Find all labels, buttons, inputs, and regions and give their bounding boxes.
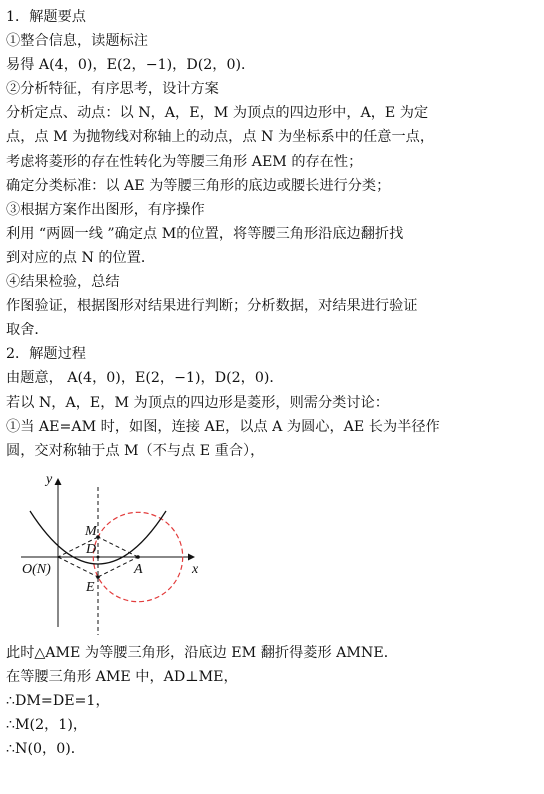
section2-line-3: ①当 AE=AM 时，如图，连接 AE，以点 A 为圆心，AE 长为半径作	[6, 418, 440, 435]
section2-heading: 2．解题过程	[6, 346, 86, 363]
step4-line-1: 作图验证，根据图形对结果进行判断；分析数据，对结果进行验证	[6, 298, 418, 315]
step3-line-1: 利用 “两圆一线 ”确定点 M的位置，将等腰三角形沿底边翻折找	[6, 225, 404, 242]
step3-title: ③根据方案作出图形，有序操作	[6, 201, 205, 218]
conclusion-line-5: ∴N(0，0)．	[6, 741, 85, 758]
section2-line-4: 圆，交对称轴于点 M（不与点 E 重合），	[6, 442, 265, 459]
conclusion-line-4: ∴M(2，1)，	[6, 717, 88, 734]
section1-heading: 1．解题要点	[6, 9, 86, 25]
segment-am	[98, 537, 138, 557]
section2-line-2: 若以 N，A，E，M 为顶点的四边形是菱形，则需分类讨论：	[6, 394, 389, 411]
step4-line-2: 取舍．	[6, 322, 49, 339]
step2-title: ②分析特征，有序思考，设计方案	[6, 81, 219, 98]
label-e: E	[86, 579, 95, 595]
step3-line-2: 到对应的点 N 的位置．	[6, 249, 156, 266]
step1-line: 易得 A(4，0)，E(2，−1)，D(2，0)．	[6, 57, 256, 74]
geometry-figure	[6, 467, 540, 637]
section2-line-1: 由题意， A(4，0)，E(2，−1)，D(2，0)．	[6, 370, 284, 387]
conclusion-line-1: 此时△AME 为等腰三角形，沿底边 EM 翻折得菱形 AMNE．	[6, 644, 398, 661]
point-a	[136, 555, 140, 559]
conclusion-line-3: ∴DM=DE=1，	[6, 692, 110, 709]
label-m: M	[85, 523, 97, 539]
step2-line-4: 确定分类标准：以 AE 为等腰三角形的底边或腰长进行分类；	[6, 177, 391, 194]
document	[6, 5, 540, 761]
point-m	[96, 535, 100, 539]
point-e	[96, 575, 100, 579]
step2-line-1: 分析定点、动点：以 N，A，E，M 为顶点的四边形中，A，E 为定	[6, 105, 429, 122]
step2-line-2: 点，点 M 为抛物线对称轴上的动点，点 N 为坐标系中的任意一点，	[6, 129, 435, 146]
label-y: y	[46, 471, 53, 487]
figure-canvas	[16, 467, 206, 637]
step2-line-3: 考虑将菱形的存在性转化为等腰三角形 AEM 的存在性；	[6, 153, 363, 170]
label-d: D	[86, 541, 97, 557]
label-origin: O(N)	[22, 561, 51, 577]
label-x: x	[192, 561, 199, 577]
conclusion-line-2: 在等腰三角形 AME 中，AD⊥ME，	[6, 668, 238, 685]
label-a: A	[134, 561, 143, 577]
step1-title: ①整合信息，读题标注	[6, 33, 148, 50]
step4-title: ④结果检验，总结	[6, 274, 120, 291]
point-d	[97, 555, 100, 558]
